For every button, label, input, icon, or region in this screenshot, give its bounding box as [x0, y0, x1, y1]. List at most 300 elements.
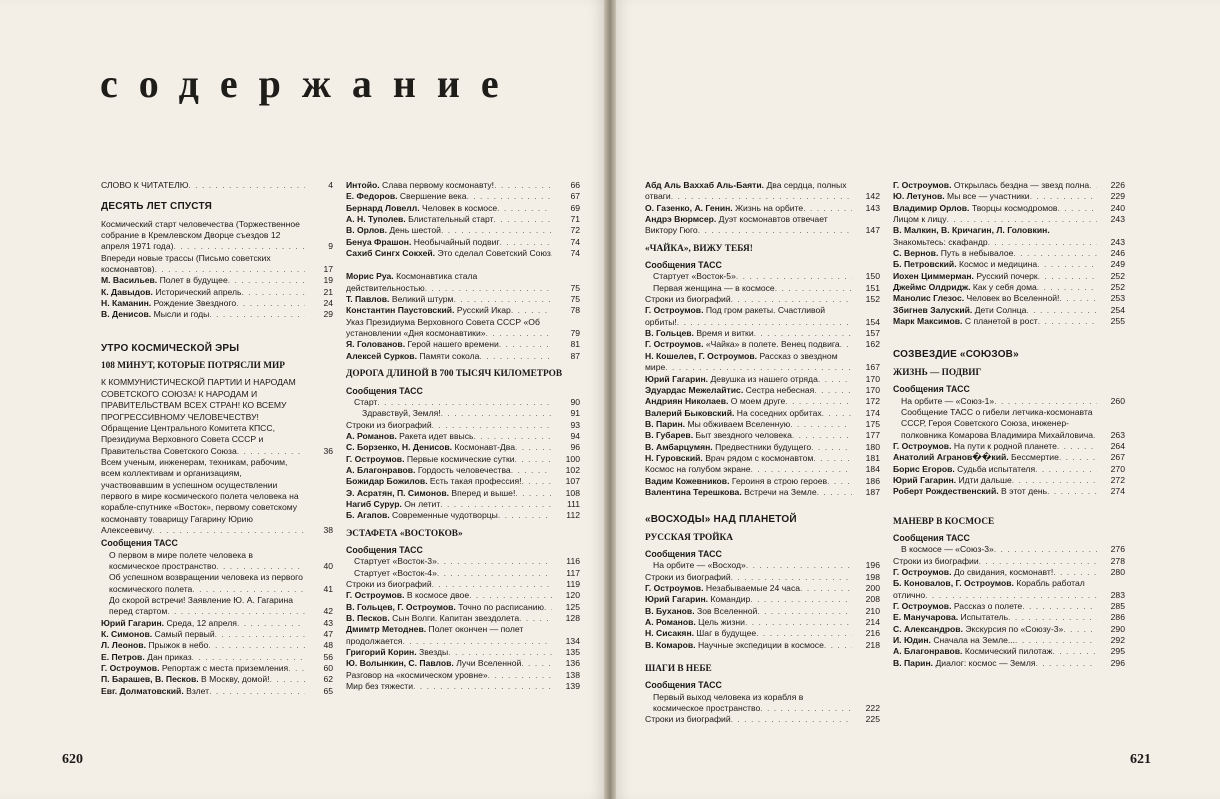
entry-text: Полет окончен — полет продолжается	[346, 624, 524, 646]
entry-text: Как у себя дома	[972, 282, 1037, 293]
entry-title	[645, 430, 852, 441]
entry-title	[645, 385, 852, 396]
toc-entry	[645, 328, 880, 339]
entry-page-number: 280	[1110, 566, 1125, 577]
entry-page-number: 47	[323, 629, 333, 640]
toc-entry	[346, 613, 580, 624]
entry-text: До скорой встречи! Заявление Ю. А. Гагарина перед стартом	[109, 595, 294, 617]
entry-title	[346, 351, 552, 362]
entry-text: Диалог: космос — Земля	[935, 657, 1036, 668]
entry-text: Мы все — участники	[947, 191, 1030, 202]
toc-entry	[346, 351, 580, 362]
entry-author: Г. Остроумов.	[893, 601, 952, 611]
entry-page-number: 246	[1110, 248, 1125, 259]
entry-page-number: 43	[323, 617, 333, 628]
entry-page-number: 214	[865, 617, 880, 628]
entry-text: В космосе двое	[406, 590, 470, 601]
toc-entry	[101, 652, 333, 663]
toc-entry	[101, 686, 333, 697]
entry-title	[893, 180, 1097, 191]
subsection-heading: Сообщения ТАСС	[346, 385, 423, 396]
toc-entry	[101, 180, 333, 191]
section-heading: ШАГИ В НЕБЕ	[645, 664, 712, 675]
entry-title	[893, 293, 1097, 304]
toc-entry	[645, 214, 880, 237]
entry-text: Дуэт космонавтов отвечает Виктору Гюго	[645, 214, 828, 236]
toc-entry	[645, 594, 880, 605]
section-heading: МАНЕВР В КОСМОСЕ	[893, 516, 995, 527]
toc-entry	[893, 635, 1125, 646]
toc-entry	[645, 180, 880, 203]
entry-text: Русский Икар	[456, 305, 511, 316]
toc-entry	[346, 647, 580, 658]
entry-author: К. Давыдов.	[101, 286, 153, 297]
entry-page-number: 296	[1110, 657, 1125, 668]
entry-page-number: 278	[1110, 555, 1125, 566]
entry-title	[645, 374, 852, 385]
entry-author: П. Барашев, В. Песков.	[101, 674, 199, 685]
entry-text: С планетой в рост	[964, 316, 1038, 327]
toc-entry	[101, 550, 333, 573]
entry-author: Г. Остроумов.	[346, 590, 405, 601]
entry-text: К КОММУНИСТИЧЕСКОЙ ПАРТИИ И НАРОДАМ СОВЕТСКОГО СОЮЗА! К НАРОДАМ И ПРАВИТЕЛЬСТВАМ ВСЕХ СТРАН! КО ВСЕМУ ПРОГРЕССИВНОМУ ЧЕЛОВЕЧЕСТВУ! Обращение Центрального Комитета КПСС, Президиума Верховного Совета СССР и Правительства Советского Союза	[101, 377, 296, 456]
entry-text: Самый первый	[154, 629, 215, 640]
entry-title	[645, 692, 852, 715]
entry-title	[346, 670, 552, 681]
entry-title	[893, 248, 1097, 259]
entry-text: Лицом к лицу	[893, 214, 947, 225]
entry-text: Мысли и годы	[153, 309, 210, 320]
entry-text: Репортаж с места приземления	[161, 663, 289, 674]
toc-entry	[346, 214, 580, 225]
section-heading: «ВОСХОДЫ» НАД ПЛАНЕТОЙ	[645, 514, 797, 526]
entry-author: Юрий Гагарин.	[101, 617, 165, 628]
entry-text: Полет в будущее	[159, 275, 228, 286]
toc-entry	[346, 271, 580, 294]
entry-title	[346, 488, 552, 499]
entry-text: Разговор на «космическом уровне»	[346, 669, 488, 680]
entry-page-number: 65	[323, 685, 333, 696]
entry-text: Сначала на Земле...	[933, 635, 1016, 646]
entry-author: Т. Павлов.	[346, 294, 390, 305]
toc-entry	[346, 397, 580, 408]
toc-entry	[645, 640, 880, 651]
entry-text: Лучи Вселенной	[456, 658, 522, 669]
entry-text: Он летит	[404, 498, 441, 509]
entry-page-number: 139	[565, 681, 580, 692]
toc-column-2	[346, 180, 580, 692]
entry-page-number: 24	[323, 298, 333, 309]
entry-text: В космосе — «Союз-3»	[901, 544, 994, 555]
spacer	[645, 651, 880, 657]
entry-title	[101, 309, 305, 320]
entry-page-number: 87	[570, 350, 580, 361]
entry-text: Рассказ о полете	[953, 601, 1023, 611]
entry-page-number: 229	[1110, 191, 1125, 202]
entry-page-number: 170	[865, 384, 880, 395]
entry-page-number: 78	[570, 305, 580, 316]
entry-title	[101, 180, 305, 191]
entry-title	[893, 646, 1097, 657]
entry-text: Строки из биографий	[645, 294, 731, 305]
entry-text: Врач рядом с космонавтом	[705, 452, 814, 463]
toc-entry	[893, 556, 1125, 567]
entry-title	[346, 510, 552, 521]
entry-title	[645, 594, 852, 605]
toc-entry	[346, 317, 580, 340]
toc-entry	[346, 476, 580, 487]
entry-title	[101, 550, 305, 573]
toc-entry	[645, 583, 880, 594]
entry-author: Андрэ Вюрмсер.	[645, 214, 717, 225]
entry-page-number: 174	[865, 407, 880, 418]
entry-title	[346, 317, 552, 340]
entry-title	[346, 431, 552, 442]
toc-entry	[645, 408, 880, 419]
entry-page-number: 71	[570, 214, 580, 225]
entry-page-number: 154	[865, 316, 880, 327]
entry-page-number: 286	[1110, 612, 1125, 623]
spacer	[645, 498, 880, 504]
entry-text: Экскурсия по «Союзу-3»	[965, 623, 1064, 634]
entry-page-number: 135	[565, 647, 580, 658]
toc-entry	[893, 293, 1125, 304]
entry-text: Современные чудотворцы	[392, 510, 498, 521]
entry-author: А. Романов.	[645, 617, 696, 628]
entry-author: Ю. Летунов.	[893, 191, 945, 202]
entry-text: Космический пилотаж	[964, 646, 1053, 657]
entry-text: Рассказ о звездном мире	[645, 350, 838, 373]
section-heading: СОЗВЕЗДИЕ «СОЮЗОВ»	[893, 349, 1019, 361]
subsection-heading: Сообщения ТАСС	[893, 384, 970, 395]
entry-author: Л. Леонов.	[101, 640, 146, 651]
entry-author: Нагиб Сурур.	[346, 498, 402, 509]
entry-author: Эдуардас Межелайтис.	[645, 384, 744, 395]
subsection-heading: Сообщения ТАСС	[101, 538, 178, 549]
entry-text: До свидания, космонавт!	[953, 566, 1054, 577]
entry-title	[346, 590, 552, 601]
toc-entry	[346, 248, 580, 259]
entry-text: В этот день	[1001, 486, 1048, 497]
entry-title	[346, 602, 552, 613]
entry-page-number: 75	[570, 282, 580, 293]
entry-page-number: 226	[1110, 180, 1125, 190]
entry-text: На орбите — «Восход»	[653, 560, 746, 571]
entry-title	[346, 397, 552, 408]
toc-entry	[346, 681, 580, 692]
entry-text: Шаг в будущее	[696, 628, 757, 639]
entry-title	[346, 180, 552, 191]
entry-author: Збигнев Залуский.	[893, 304, 973, 315]
entry-author: Е. Петров.	[101, 651, 145, 662]
toc-entry	[101, 595, 333, 618]
entry-page-number: 74	[570, 248, 580, 259]
entry-author: В. Парин.	[893, 657, 934, 668]
toc-entry	[101, 674, 333, 685]
entry-text: СЛОВО К ЧИТАТЕЛЮ	[101, 180, 189, 190]
toc-column-3	[645, 180, 880, 726]
entry-title	[346, 305, 552, 316]
toc-entry	[346, 579, 580, 590]
entry-page-number: 276	[1110, 544, 1125, 555]
spacer	[101, 321, 333, 333]
entry-page-number: 177	[865, 430, 880, 441]
entry-author: Г. Остроумов.	[893, 440, 952, 451]
entry-text: Точно по расписанию	[458, 601, 544, 612]
entry-author: Юрий Гагарин.	[645, 594, 709, 605]
entry-text: О первом в мире полете человека в космическое пространство	[109, 549, 253, 571]
toc-entry	[346, 180, 580, 191]
entry-text: Строки из биографий	[346, 419, 432, 430]
toc-entry	[101, 298, 333, 309]
entry-title	[893, 225, 1097, 248]
toc-entry	[645, 487, 880, 498]
entry-title	[893, 452, 1097, 463]
entry-author: Вадим Кожевников.	[645, 475, 730, 486]
toc-entry	[893, 407, 1125, 441]
entry-title	[645, 572, 852, 583]
entry-author: Сахиб Сингх Сокхей.	[346, 248, 436, 259]
toc-entry	[893, 544, 1125, 555]
entry-title	[893, 282, 1097, 293]
entry-page-number: 249	[1110, 259, 1125, 270]
entry-title	[346, 214, 552, 225]
entry-title	[645, 476, 852, 487]
entry-text: Космос на голубом экране	[645, 464, 751, 475]
entry-title	[893, 396, 1097, 407]
entry-page-number: 112	[566, 510, 580, 521]
entry-author: В. Орлов.	[346, 225, 387, 236]
entry-title	[893, 578, 1097, 601]
page-title: содержание	[100, 61, 520, 106]
entry-page-number: 38	[323, 524, 333, 535]
entry-text: На соседних орбитах	[736, 407, 822, 418]
section-heading: УТРО КОСМИЧЕСКОЙ ЭРЫ	[101, 342, 240, 354]
toc-entry	[645, 606, 880, 617]
entry-title	[893, 486, 1097, 497]
toc-entry	[893, 214, 1125, 225]
entry-page-number: 138	[565, 669, 580, 680]
entry-title	[893, 475, 1097, 486]
section-heading: ДОРОГА ДЛИНОЙ В 700 ТЫСЯЧ КИЛОМЕТРОВ	[346, 369, 563, 380]
entry-author: Андриян Николаев.	[645, 396, 729, 407]
entry-title	[893, 316, 1097, 327]
spacer	[893, 327, 1125, 339]
entry-author: Г. Остроумов.	[645, 583, 704, 593]
entry-title	[101, 686, 305, 697]
entry-title	[101, 640, 305, 651]
entry-author: Г. Остроумов.	[346, 453, 405, 464]
entry-page-number: 107	[565, 476, 580, 487]
toc-entry	[893, 646, 1125, 657]
entry-title	[346, 237, 552, 248]
entry-title	[346, 454, 552, 465]
entry-text: Строки из биографии	[893, 555, 979, 566]
entry-title	[893, 612, 1097, 623]
spacer	[346, 259, 580, 271]
entry-author: С. Вернов.	[893, 248, 939, 259]
entry-text: Это сделал Советский Союз	[437, 248, 551, 259]
entry-author: Е. Манучарова.	[893, 612, 959, 623]
entry-author: Анатолий Агранов��кий.	[893, 452, 1009, 463]
entry-text: Время и витки	[696, 328, 754, 339]
toc-entry	[645, 714, 880, 725]
entry-text: Научные экспедиции в космосе	[697, 639, 824, 650]
entry-page-number: 187	[865, 486, 880, 497]
entry-text: Памяти сокола	[419, 350, 480, 361]
entry-text: Сестра небесная	[745, 384, 815, 395]
entry-text: Путь в небывалое	[940, 248, 1014, 259]
entry-title	[645, 583, 852, 594]
entry-text: Дети Солнца	[974, 304, 1027, 315]
entry-title	[101, 377, 305, 456]
entry-title	[645, 203, 852, 214]
toc-entry	[893, 259, 1125, 270]
entry-title	[346, 408, 552, 419]
entry-author: С. Александров.	[893, 623, 963, 634]
entry-author: О. Газенко, А. Генин.	[645, 202, 733, 213]
entry-author: Г. Остроумов.	[893, 180, 952, 190]
entry-page-number: 136	[565, 658, 580, 669]
toc-entry	[346, 339, 580, 350]
entry-author: Григорий Корин.	[346, 647, 417, 658]
toc-entry	[645, 283, 880, 294]
toc-entry	[101, 572, 333, 595]
toc-entry	[893, 567, 1125, 578]
entry-title	[893, 191, 1097, 202]
entry-page-number: 74	[570, 236, 580, 247]
toc-entry	[346, 602, 580, 613]
toc-entry	[893, 475, 1125, 486]
entry-page-number: 79	[570, 328, 580, 339]
entry-title	[346, 658, 552, 669]
toc-entry	[346, 294, 580, 305]
entry-page-number: 200	[865, 583, 880, 593]
entry-page-number: 93	[570, 419, 580, 430]
entry-page-number: 111	[566, 498, 580, 509]
entry-text: Первый выход человека из корабля в космическое пространство	[653, 691, 804, 714]
subsection-heading: Сообщения ТАСС	[645, 548, 722, 559]
entry-title	[101, 275, 305, 286]
entry-author: Владимир Орлов.	[893, 202, 970, 213]
entry-author: Алексей Сурков.	[346, 350, 417, 361]
entry-title	[101, 663, 305, 674]
toc-entry	[893, 248, 1125, 259]
entry-text: Идти дальше	[958, 474, 1012, 485]
entry-text: Судьба испытателя	[957, 463, 1036, 474]
entry-title	[346, 624, 552, 647]
toc-entry	[645, 430, 880, 441]
entry-text: Старт	[354, 396, 378, 407]
entry-title	[101, 253, 305, 276]
toc-entry	[893, 486, 1125, 497]
toc-entry	[346, 431, 580, 442]
entry-title	[346, 499, 552, 510]
toc-entry	[893, 225, 1125, 248]
toc-entry	[346, 420, 580, 431]
toc-entry	[645, 351, 880, 374]
entry-page-number: 42	[323, 606, 333, 617]
entry-title	[893, 259, 1097, 270]
entry-author: Марк Максимов.	[893, 316, 963, 327]
toc-entry	[645, 385, 880, 396]
entry-text: Всем ученым, инженерам, техникам, рабочим, всем коллективам и организациям, участвовавшим в успешном осуществлении первого в мире космического полета человека на корабле-спутнике «Восток», первому советскому космонавту товарищу Гагарину Юрию Алексеевичу	[101, 456, 299, 535]
entry-author: Джеймс Олдридж.	[893, 282, 971, 293]
entry-title	[101, 652, 305, 663]
entry-title	[101, 572, 305, 595]
entry-page-number: 40	[323, 560, 333, 571]
entry-text: На орбите — «Союз-1»	[901, 395, 995, 406]
entry-author: Б. Агапов.	[346, 510, 390, 521]
entry-title	[346, 203, 552, 214]
entry-page-number: 263	[1110, 429, 1125, 440]
entry-title	[893, 658, 1097, 669]
entry-author: Божидар Божилов.	[346, 476, 428, 487]
entry-author: Интойо.	[346, 180, 380, 190]
entry-text: Блистательный старт	[408, 214, 494, 225]
entry-title	[645, 283, 852, 294]
entry-page-number: 222	[865, 703, 880, 714]
entry-page-number: 151	[865, 282, 880, 293]
entry-text: Свершение века	[399, 191, 467, 202]
entry-page-number: 120	[565, 590, 580, 601]
entry-title	[645, 305, 852, 328]
entry-title	[101, 287, 305, 298]
entry-page-number: 196	[865, 560, 880, 571]
entry-title	[346, 579, 552, 590]
toc-entry	[101, 618, 333, 629]
entry-author: Юрий Гагарин.	[645, 373, 709, 384]
entry-author: Н. Гуровский.	[645, 452, 703, 463]
entry-page-number: 290	[1110, 623, 1125, 634]
entry-text: Стартует «Восток-5»	[653, 271, 736, 282]
section-heading: ЭСТАФЕТА «ВОСТОКОВ»	[346, 528, 463, 539]
entry-title	[893, 214, 1097, 225]
entry-text: Первая женщина — в космосе	[653, 282, 775, 293]
toc-entry	[893, 578, 1125, 601]
entry-title	[893, 556, 1097, 567]
section-heading: РУССКАЯ ТРОЙКА	[645, 532, 733, 543]
entry-title	[346, 681, 552, 692]
entry-text: Сын Волги. Капитан звездолета	[392, 613, 520, 624]
entry-text: Герой нашего времени	[407, 339, 499, 350]
entry-title	[645, 419, 852, 430]
toc-entry	[346, 670, 580, 681]
entry-page-number: 21	[323, 286, 333, 297]
entry-title	[645, 560, 852, 571]
entry-author: Б. Коновалов, Г. Остроумов.	[893, 578, 1014, 589]
entry-page-number: 210	[865, 605, 880, 616]
entry-title	[101, 219, 305, 253]
entry-page-number: 56	[323, 651, 333, 662]
toc-entry	[101, 309, 333, 320]
entry-text: Героиня в строю героев	[731, 475, 828, 486]
entry-text: Об успешном возвращении человека из первого космического полета	[109, 572, 303, 594]
toc-entry	[346, 488, 580, 499]
entry-title	[346, 294, 552, 305]
entry-text: Строки из биографий	[645, 714, 731, 725]
entry-title	[101, 595, 305, 618]
entry-author: В. Комаров.	[645, 639, 696, 650]
toc-entry	[346, 499, 580, 510]
entry-title	[893, 305, 1097, 316]
toc-entry	[346, 191, 580, 202]
entry-text: «Чайка» в полете. Венец подвига	[705, 339, 840, 350]
entry-page-number: 181	[865, 452, 880, 463]
entry-page-number: 157	[865, 328, 880, 339]
entry-page-number: 119	[566, 579, 580, 589]
entry-page-number: 175	[865, 418, 880, 429]
